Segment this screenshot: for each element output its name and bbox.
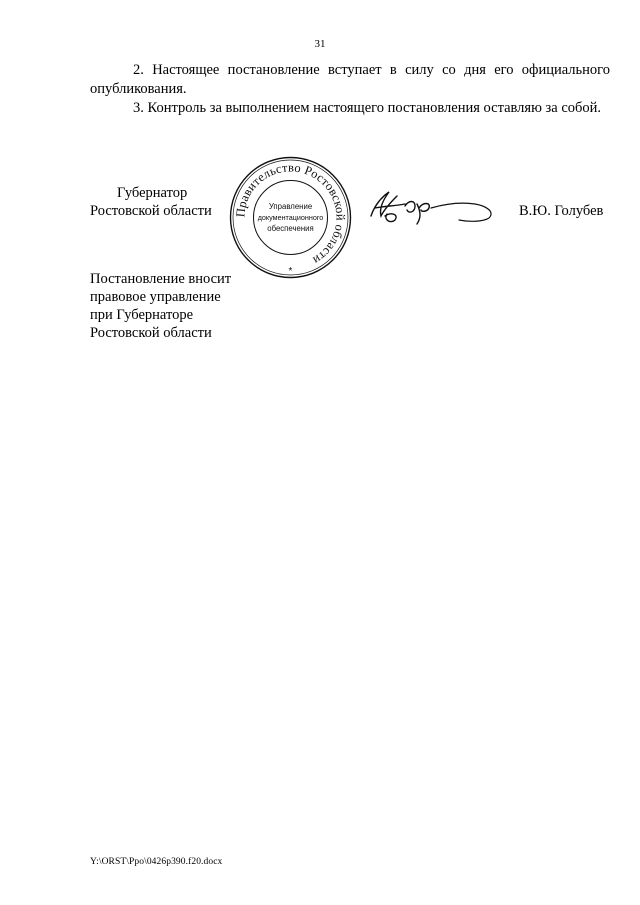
submitter-note-line: Ростовской области: [90, 325, 212, 341]
signer-title: Губернатор: [117, 185, 188, 201]
submitter-note-line: Постановление вносит: [90, 271, 232, 287]
handwritten-signature: [365, 186, 500, 228]
submitter-note-line: при Губернаторе: [90, 307, 194, 323]
stamp-star: *: [288, 266, 293, 277]
official-stamp-seal: [228, 155, 353, 280]
submitter-note: [90, 270, 231, 342]
signer-region: Ростовской области: [90, 203, 212, 219]
submitter-note-line: правовое управление: [90, 289, 221, 305]
stamp-inner-line-1: Управление: [268, 202, 313, 211]
stamp-outer-text: Правительство Ростовской области: [233, 160, 348, 268]
stamp-inner-line-3: обеспечения: [267, 224, 314, 233]
stamp-inner-line-2: документационного: [257, 213, 324, 222]
file-path-footer: Y:\ORST\Ppo\0426p390.f20.docx: [90, 857, 223, 867]
paragraph-3: 3. Контроль за выполнением настоящего постановления оставляю за собой.: [133, 100, 602, 116]
page-number: 31: [314, 38, 326, 50]
signer-name: В.Ю. Голубев: [519, 203, 604, 219]
paragraph-2: 2. Настоящее постановление вступает в силу со дня его официального опубликования.: [90, 62, 610, 97]
